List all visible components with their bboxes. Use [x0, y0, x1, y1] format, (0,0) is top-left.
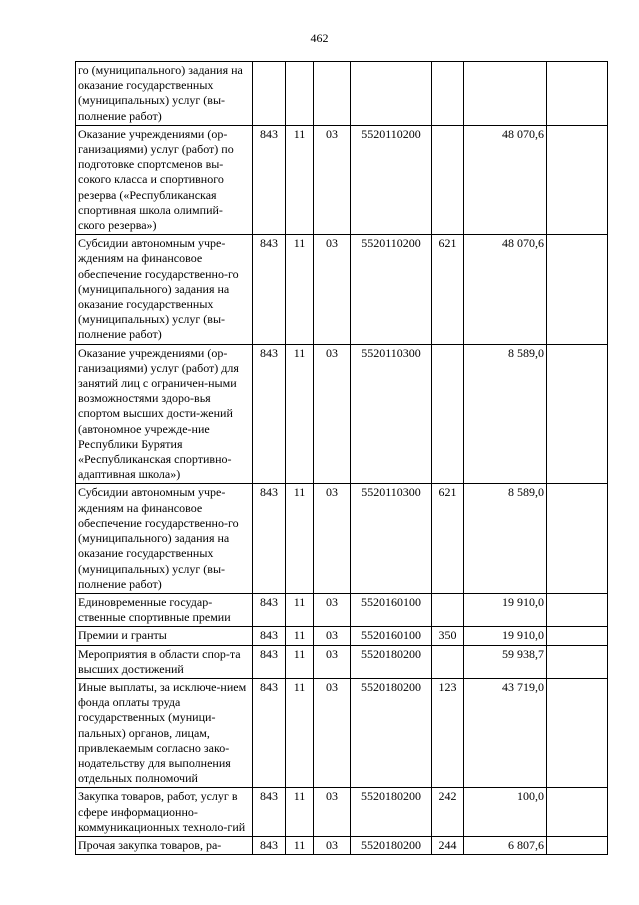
row-extra-cell [547, 593, 608, 626]
row-target-article-cell: 5520180200 [351, 645, 432, 678]
row-amount-cell: 8 589,0 [464, 484, 547, 593]
table-row [76, 62, 608, 126]
row-extra-cell [547, 62, 608, 126]
row-expense-type-cell: 244 [432, 836, 464, 854]
row-expense-type-cell [432, 125, 464, 234]
row-name-cell: Мероприятия в области спор-та высших достижений [76, 645, 253, 678]
row-extra-cell [547, 484, 608, 593]
table-row [76, 836, 608, 854]
row-amount-cell: 6 807,6 [464, 836, 547, 854]
row-amount-cell: 8 589,0 [464, 344, 547, 484]
row-amount-cell: 48 070,6 [464, 125, 547, 234]
row-name-cell: Закупка товаров, работ, услуг в сфере информационно-коммуникационных техноло-гий [76, 788, 253, 837]
row-name-cell: Оказание учреждениями (ор-ганизациями) услуг (работ) для занятий лиц с ограничен-ными возможностями здоро-вья спортом высших дости-жений (автономное учрежде-ние Республики Бурятия «Республиканская спортивно-адаптивная школа») [76, 344, 253, 484]
row-section-cell [286, 62, 314, 126]
row-target-article-cell [351, 62, 432, 126]
row-target-article-cell: 5520110200 [351, 235, 432, 344]
row-name-cell: Прочая закупка товаров, ра- [76, 836, 253, 854]
row-section-cell: 11 [286, 678, 314, 787]
row-expense-type-cell [432, 62, 464, 126]
table-row [76, 484, 608, 593]
row-grbs-cell: 843 [253, 484, 286, 593]
row-name-cell: Оказание учреждениями (ор-ганизациями) услуг (работ) по подготовке спортсменов вы-сокого класса и спортивного резерва («Республиканская спортивная школа олимпий-ского резерва») [76, 125, 253, 234]
row-extra-cell [547, 836, 608, 854]
row-expense-type-cell: 621 [432, 235, 464, 344]
row-section-cell: 11 [286, 645, 314, 678]
row-name-cell: го (муниципального) задания на оказание государственных (муниципальных) услуг (вы-полнение работ) [76, 62, 253, 126]
row-section-cell: 11 [286, 235, 314, 344]
row-subsection-cell: 03 [314, 125, 351, 234]
row-grbs-cell: 843 [253, 125, 286, 234]
row-section-cell: 11 [286, 788, 314, 837]
row-extra-cell [547, 788, 608, 837]
row-target-article-cell: 5520110300 [351, 344, 432, 484]
row-grbs-cell: 843 [253, 788, 286, 837]
row-amount-cell: 100,0 [464, 788, 547, 837]
row-expense-type-cell [432, 344, 464, 484]
row-subsection-cell: 03 [314, 593, 351, 626]
table-row [76, 344, 608, 484]
row-amount-cell: 19 910,0 [464, 593, 547, 626]
row-section-cell: 11 [286, 125, 314, 234]
row-amount-cell [464, 62, 547, 126]
budget-table [75, 61, 608, 855]
row-grbs-cell: 843 [253, 593, 286, 626]
page-number: 462 [310, 31, 329, 45]
table-row [76, 235, 608, 344]
row-expense-type-cell: 242 [432, 788, 464, 837]
row-subsection-cell: 03 [314, 836, 351, 854]
row-grbs-cell: 843 [253, 235, 286, 344]
row-grbs-cell: 843 [253, 645, 286, 678]
row-section-cell: 11 [286, 836, 314, 854]
row-grbs-cell: 843 [253, 627, 286, 645]
row-grbs-cell: 843 [253, 836, 286, 854]
row-subsection-cell: 03 [314, 344, 351, 484]
row-target-article-cell: 5520110300 [351, 484, 432, 593]
row-name-cell: Иные выплаты, за исключе-нием фонда оплаты труда государственных (муници-пальных) органов, лицам, привлекаемым согласно зако-нодательству для выполнения отдельных полномочий [76, 678, 253, 787]
row-expense-type-cell: 621 [432, 484, 464, 593]
row-amount-cell: 59 938,7 [464, 645, 547, 678]
row-name-cell: Единовременные государ-ственные спортивные премии [76, 593, 253, 626]
table-row [76, 645, 608, 678]
row-amount-cell: 19 910,0 [464, 627, 547, 645]
row-subsection-cell [314, 62, 351, 126]
row-amount-cell: 48 070,6 [464, 235, 547, 344]
row-expense-type-cell [432, 645, 464, 678]
row-target-article-cell: 5520180200 [351, 836, 432, 854]
row-section-cell: 11 [286, 593, 314, 626]
table-row [76, 627, 608, 645]
row-target-article-cell: 5520110200 [351, 125, 432, 234]
row-grbs-cell: 843 [253, 678, 286, 787]
table-row [76, 788, 608, 837]
row-name-cell: Субсидии автономным учре-ждениям на финансовое обеспечение государственно-го (муниципального) задания на оказание государственных (муниципальных) услуг (вы-полнение работ) [76, 235, 253, 344]
row-expense-type-cell: 123 [432, 678, 464, 787]
row-target-article-cell: 5520180200 [351, 678, 432, 787]
row-section-cell: 11 [286, 344, 314, 484]
row-subsection-cell: 03 [314, 678, 351, 787]
row-subsection-cell: 03 [314, 645, 351, 678]
row-subsection-cell: 03 [314, 788, 351, 837]
row-subsection-cell: 03 [314, 484, 351, 593]
row-grbs-cell [253, 62, 286, 126]
row-extra-cell [547, 235, 608, 344]
table-row [76, 125, 608, 234]
row-target-article-cell: 5520180200 [351, 788, 432, 837]
row-expense-type-cell [432, 593, 464, 626]
row-subsection-cell: 03 [314, 235, 351, 344]
row-target-article-cell: 5520160100 [351, 627, 432, 645]
row-amount-cell: 43 719,0 [464, 678, 547, 787]
row-extra-cell [547, 627, 608, 645]
row-extra-cell [547, 125, 608, 234]
row-name-cell: Премии и гранты [76, 627, 253, 645]
table-row [76, 593, 608, 626]
budget-table-body [76, 62, 608, 855]
row-section-cell: 11 [286, 627, 314, 645]
row-target-article-cell: 5520160100 [351, 593, 432, 626]
row-grbs-cell: 843 [253, 344, 286, 484]
row-name-cell: Субсидии автономным учре-ждениям на финансовое обеспечение государственно-го (муниципального) задания на оказание государственных (муниципальных) услуг (вы-полнение работ) [76, 484, 253, 593]
row-subsection-cell: 03 [314, 627, 351, 645]
row-section-cell: 11 [286, 484, 314, 593]
row-extra-cell [547, 344, 608, 484]
row-extra-cell [547, 645, 608, 678]
table-row [76, 678, 608, 787]
row-extra-cell [547, 678, 608, 787]
row-expense-type-cell: 350 [432, 627, 464, 645]
